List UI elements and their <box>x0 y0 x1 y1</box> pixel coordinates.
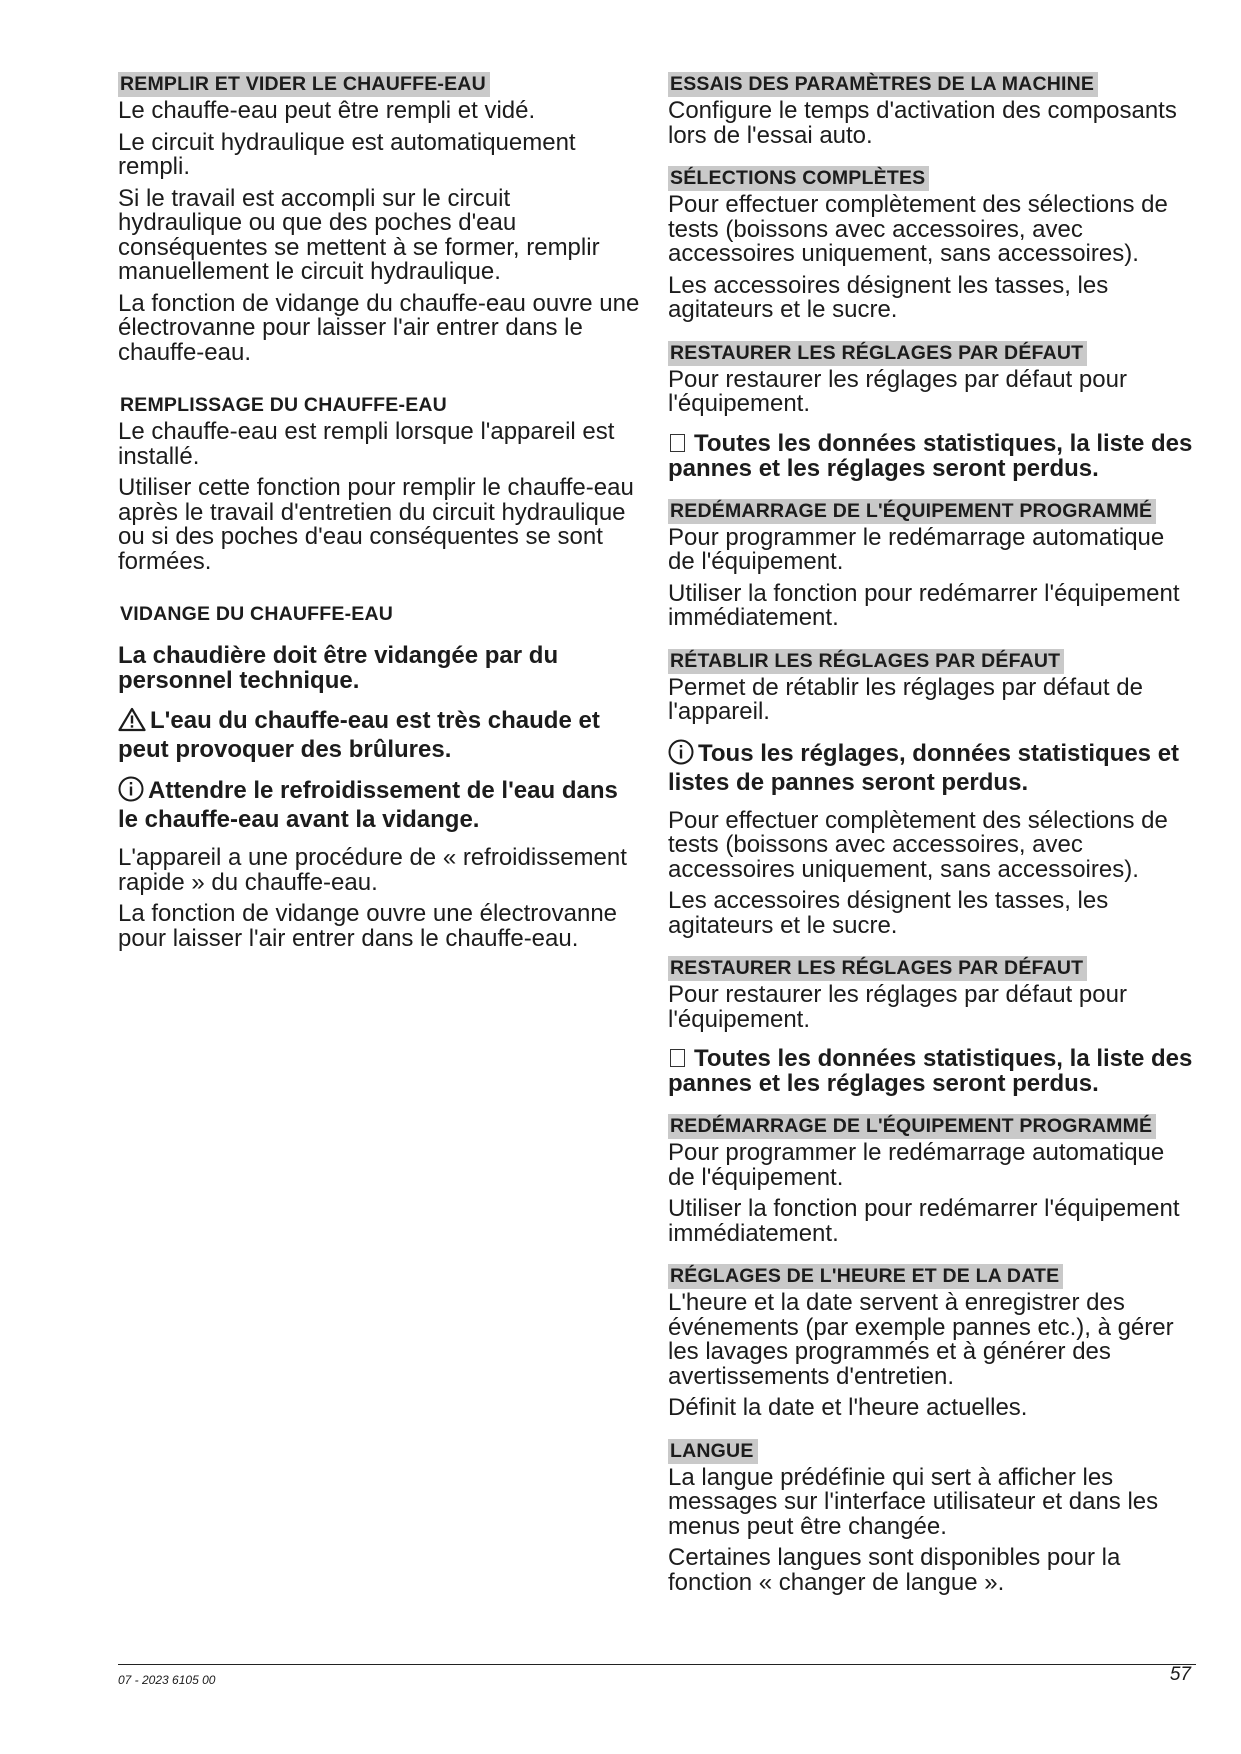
section-heading: ESSAIS DES PARAMÈTRES DE LA MACHINE <box>668 72 1098 97</box>
paragraph: La fonction de vidange du chauffe-eau ouvre une électrovanne pour laisser l'air entrer dans le chauffe-eau. <box>118 289 640 366</box>
footer-doc-ref: 07 - 2023 6105 00 <box>118 1673 216 1687</box>
section-heading: RESTAURER LES RÉGLAGES PAR DÉFAUT <box>668 341 1087 366</box>
section-complete-selections <box>668 166 1196 323</box>
paragraph: La langue prédéfinie qui sert à afficher les messages sur l'interface utilisateur et dans les menus peut être changée. <box>668 1463 1159 1540</box>
section-restore-defaults-2 <box>668 956 1196 1096</box>
paragraph: Certaines langues sont disponibles pour la fonction « changer de langue ». <box>668 1544 1121 1596</box>
warning-triangle-icon <box>118 707 146 737</box>
info-text: Attendre le refroidissement de l'eau dans le chauffe-eau avant la vidange. <box>118 777 618 833</box>
section-machine-tests <box>668 72 1196 148</box>
paragraph: Les accessoires désignent les tasses, les agitateurs et le sucre. <box>668 271 1109 323</box>
note-notice <box>668 431 1196 481</box>
section-restore-defaults <box>668 341 1196 481</box>
paragraph: Pour effectuer complètement des sélections de tests (boissons avec accessoires, avec accessoires uniquement, sans accessoires). <box>668 191 1168 267</box>
paragraph: Pour programmer le redémarrage automatique de l'équipement. <box>668 523 1165 575</box>
section-heading: LANGUE <box>668 1439 758 1464</box>
paragraph: Le chauffe-eau peut être rempli et vidé. <box>118 97 536 124</box>
section-heading: REDÉMARRAGE DE L'ÉQUIPEMENT PROGRAMMÉ <box>668 1114 1156 1139</box>
section-scheduled-restart <box>668 499 1196 631</box>
info-text: Tous les réglages, données statistiques et listes de pannes seront perdus. <box>668 739 1180 796</box>
paragraph: Utiliser cette fonction pour remplir le chauffe-eau après le travail d'entretien du circuit hydraulique ou si des poches d'eau conséquentes se sont formées. <box>118 474 634 575</box>
checkbox-icon <box>670 1049 685 1067</box>
section-heading: REDÉMARRAGE DE L'ÉQUIPEMENT PROGRAMMÉ <box>668 499 1156 524</box>
paragraph: Le circuit hydraulique est automatiquement rempli. <box>118 128 576 180</box>
paragraph: Pour programmer le redémarrage automatique de l'équipement. <box>668 1139 1165 1191</box>
info-circle-icon <box>668 739 694 770</box>
paragraph: Permet de rétablir les réglages par défaut de l'appareil. <box>668 673 1143 725</box>
paragraph: Utiliser la fonction pour redémarrer l'équipement immédiatement. <box>668 1195 1180 1247</box>
info-circle-icon <box>118 776 144 807</box>
paragraph: Utiliser la fonction pour redémarrer l'équipement immédiatement. <box>668 579 1180 631</box>
info-notice <box>118 776 640 832</box>
section-reset-defaults <box>668 649 1196 939</box>
note-text: Toutes les données statistiques, la liste des pannes et les réglages seront perdus. <box>668 429 1193 482</box>
paragraph: Les accessoires désignent les tasses, les agitateurs et le sucre. <box>668 887 1109 939</box>
paragraph: L'heure et la date servent à enregistrer des événements (par exemple pannes etc.), à gérer les lavages programmés et à générer des avertissements d'entretien. <box>668 1289 1174 1390</box>
section-time-date <box>668 1264 1196 1421</box>
paragraph: Pour effectuer complètement des sélections de tests (boissons avec accessoires, avec accessoires uniquement, sans accessoires). <box>668 806 1168 883</box>
footer-divider <box>118 1664 1196 1665</box>
section-heading: REMPLISSAGE DU CHAUFFE-EAU <box>120 394 447 416</box>
info-notice <box>668 739 1196 795</box>
bold-notice: La chaudière doit être vidangée par du personnel technique. <box>118 642 559 694</box>
section-heading: VIDANGE DU CHAUFFE-EAU <box>120 603 394 625</box>
left-column <box>118 72 640 969</box>
section-heading: RÉTABLIR LES RÉGLAGES PAR DÉFAUT <box>668 649 1064 674</box>
note-notice <box>668 1046 1196 1096</box>
section-heading: RESTAURER LES RÉGLAGES PAR DÉFAUT <box>668 956 1087 981</box>
warning-notice <box>118 707 640 762</box>
paragraph: Configure le temps d'activation des composants lors de l'essai auto. <box>668 97 1177 149</box>
section-heading: REMPLIR ET VIDER LE CHAUFFE-EAU <box>118 72 490 97</box>
section-fill-drain <box>118 72 640 365</box>
paragraph: Pour restaurer les réglages par défaut pour l'équipement. <box>668 365 1127 417</box>
paragraph: L'appareil a une procédure de « refroidissement rapide » du chauffe-eau. <box>118 844 627 896</box>
section-scheduled-restart-2 <box>668 1114 1196 1246</box>
checkbox-icon <box>670 434 685 452</box>
paragraph: Le chauffe-eau est rempli lorsque l'appareil est installé. <box>118 418 615 470</box>
page-number: 57 <box>1169 1664 1191 1685</box>
section-draining <box>118 602 640 951</box>
paragraph: La fonction de vidange ouvre une électrovanne pour laisser l'air entrer dans le chauffe-eau. <box>118 900 618 952</box>
paragraph: Si le travail est accompli sur le circuit hydraulique ou que des poches d'eau conséquentes se mettent à se former, remplir manuellement le circuit hydraulique. <box>118 184 600 285</box>
paragraph: Définit la date et l'heure actuelles. <box>668 1394 1028 1421</box>
section-heading: SÉLECTIONS COMPLÈTES <box>668 166 929 191</box>
paragraph: Pour restaurer les réglages par défaut pour l'équipement. <box>668 981 1127 1033</box>
section-filling <box>118 393 640 574</box>
note-text: Toutes les données statistiques, la liste des pannes et les réglages seront perdus. <box>668 1045 1193 1097</box>
warning-text: L'eau du chauffe-eau est très chaude et peut provoquer des brûlures. <box>118 707 600 763</box>
right-column <box>668 72 1196 1613</box>
section-language <box>668 1439 1196 1596</box>
section-heading: RÉGLAGES DE L'HEURE ET DE LA DATE <box>668 1264 1063 1289</box>
